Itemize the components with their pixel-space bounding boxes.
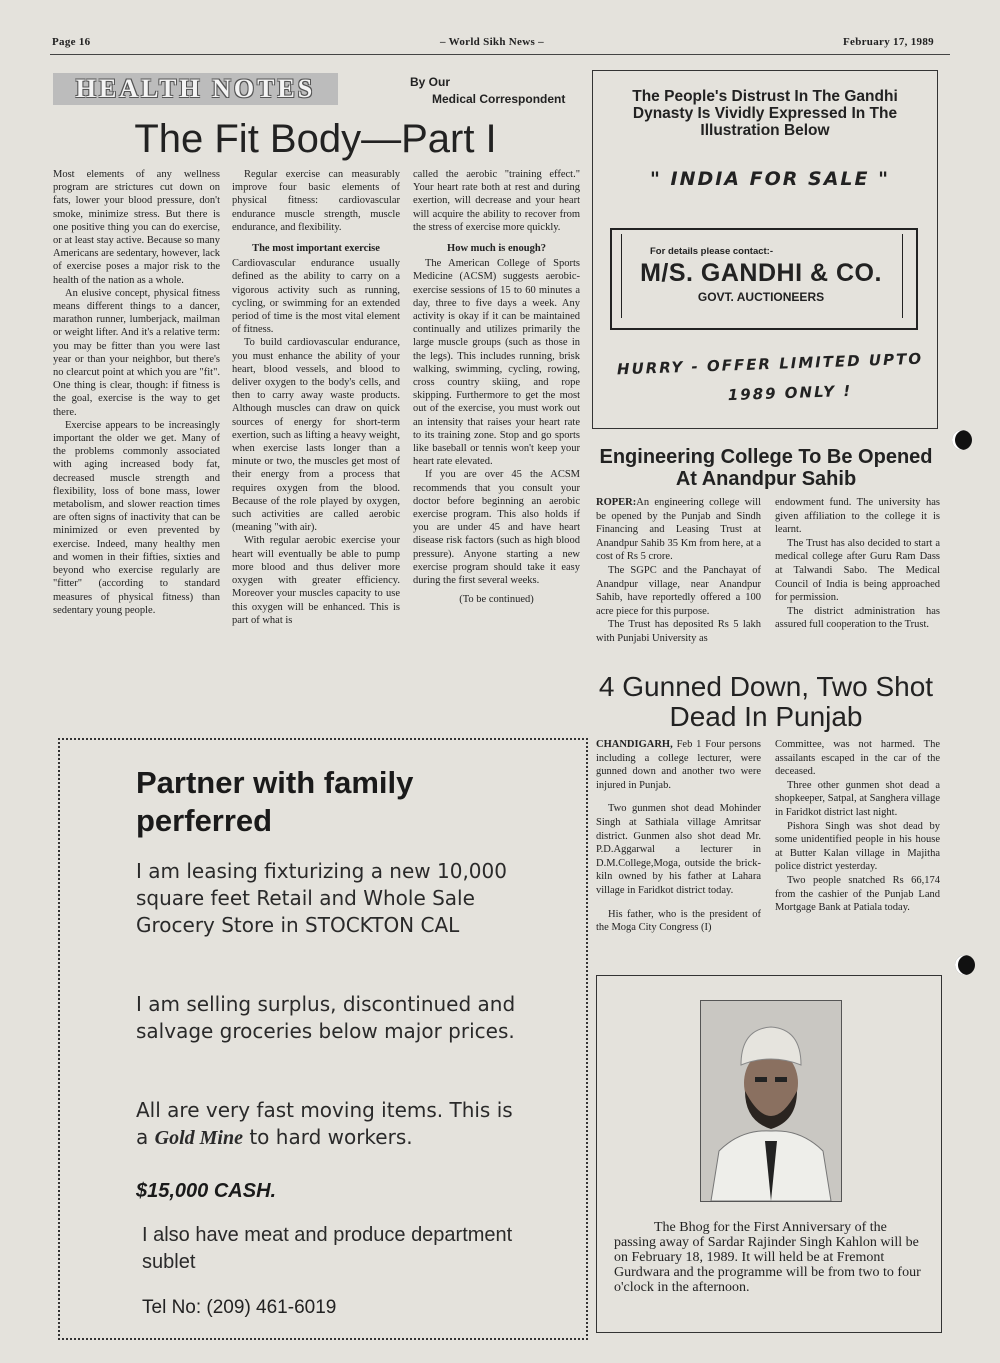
contact-label: For details please contact:-: [650, 246, 774, 257]
ad-paragraph-gold-mine: All are very fast moving items. This is a Gold Mine to hard workers.: [136, 1098, 513, 1149]
paragraph: The American College of Sports Medicine (ACSM) suggests aerobic-exercise sessions of 15 to 60 minutes a day, three to five days a week. Any activity is okay if it can be maintained continually and utilizes primarily the large muscle groups (such as those in the legs). This includes running, brisk walking, swimming, cycling, rowing, cross country skiing, and rope skipping. Furthermore to get the most out of the exercise, you must work out an intensity that raises your heart rate to its training zone. Stop and go sports like baseball or tennis won't keep your heart rate elevated.: [413, 258, 580, 468]
paragraph: The district administration has assured full cooperation to the Trust.: [775, 605, 940, 631]
health-column-3: [413, 168, 580, 607]
paragraph: Two people snatched Rs 66,174 from the cashier of the Punjab Land Mortgage Bank at Patiala today.: [775, 874, 940, 914]
dateline: ROPER:: [596, 497, 637, 508]
health-notes-banner: HEALTH NOTES: [53, 73, 338, 105]
paragraph: Three other gunmen shot dead a shopkeeper, Satpal, at Sanghera village in Faridkot district last night.: [775, 779, 940, 818]
ad-heading: [136, 764, 413, 840]
binder-hole-icon: [952, 430, 972, 450]
govt-auctioneers: GOVT. AUCTIONEERS: [697, 290, 825, 304]
ad-paragraph-sublet: I also have meat and produce department sublet: [142, 1224, 513, 1273]
portrait-photo: [700, 1000, 842, 1202]
ad-telephone: Tel No: (209) 461-6019: [142, 1297, 337, 1318]
paragraph: The SGPC and the Panchayat of Anandpur village, near Anandpur Sahib, have reportedly offered a 100 acre piece for this purpose.: [596, 564, 761, 617]
issue-date: February 17, 1989: [843, 36, 934, 48]
paragraph: endowment fund. The university has given affiliation to the college it is learnt.: [775, 497, 940, 536]
gunned-column-2: [775, 738, 940, 915]
paper-name: – World Sikh News –: [440, 36, 544, 48]
paragraph: Two gunmen shot dead Mohinder Singh at Sathiala village Amritsar district. Gunmen also shot dead Mr. P.D.Aggarwal a lecturer in D.M.College,Moga, outside the brick-kiln owned by his father at Lahara village in Faridkot district today.: [596, 803, 761, 896]
gold-mine-emphasis: Gold Mine: [154, 1127, 243, 1149]
paragraph: The Trust has deposited Rs 5 lakh with Punjabi University as: [596, 619, 761, 644]
paragraph: The Trust has also decided to start a medical college after Guru Ram Dass at Talwandi Sabo. The Medical Council of India is being approached for permission.: [775, 537, 940, 604]
to-be-continued: (To be continued): [459, 594, 534, 606]
paragraph: called the aerobic "training effect." Your heart rate both at rest and during exertion, will decrease and your heart will acquire the ability to recover from the stress of exercise more quickly.: [413, 169, 580, 233]
paragraph: His father, who is the president of the Moga City Congress (I): [596, 908, 761, 934]
paragraph: With regular aerobic exercise your heart will eventually be able to pump more blood and thus deliver more oxygen with greater efficiency. Moreover your muscles capacity to use this oxygen will be enhanced. This is part of what is: [232, 535, 400, 626]
ad-paragraph-selling: I am selling surplus, discontinued and salvage groceries below major prices.: [136, 992, 516, 1043]
hurry-offer-line: HURRY - OFFER LIMITED UPTO: [616, 349, 924, 379]
subheading: How much is enough?: [447, 243, 546, 255]
paragraph: Cardiovascular endurance usually defined as the ability to carry on a vigorous activity such as running, cycling, or swimming for an extended period of time is the most vital element of fitness.: [232, 258, 400, 336]
byline-correspondent: Medical Correspondent: [432, 92, 566, 106]
dateline: CHANDIGARH,: [596, 739, 673, 750]
engineering-column-2: [775, 496, 940, 632]
paragraph: Most elements of any wellness program are strictures cut down on fats, lower your blood pressure, don't smoke, minimize stress. But there is one positive thing you can do exercise, or at least stay active. Because so many Americans are sedentary, however, lack of exercise poses a major risk to the health of the nation as a whole.: [53, 169, 220, 286]
gandhi-box-title: The People's Distrust In The Gandhi Dynasty Is Vividly Expressed In The Illustration Below: [632, 88, 898, 139]
ad-cash-price: $15,000 CASH.: [136, 1180, 277, 1202]
gunned-down-headline: 4 Gunned Down, Two Shot Dead In Punjab: [598, 671, 934, 732]
paragraph: Pishora Singh was shot dead by some unidentified people in his house at Butter Kalan village in Majitha police district yesterday.: [775, 820, 940, 873]
byline-by-our: By Our: [410, 75, 451, 89]
subheading: The most important exercise: [252, 243, 380, 255]
page-number: Page 16: [52, 36, 91, 48]
portrait-illustration: [701, 1001, 841, 1201]
gandhi-company-name: M/S. GANDHI & CO.: [640, 259, 882, 287]
paragraph: Exercise appears to be increasingly important the older we get. Many of the problems commonly associated with aging increased body fat, decreased muscle strength and flexibility, loss of bone mass, lower metabolism, and slower reaction times are often signs of inactivity that can be minimized or even prevented by exercise. Indeed, many healthy men and women in their fifties, sixties and beyond who exercise regularly are "fitter" (according to standard measures of physical fitness) than sedentary young people.: [53, 419, 220, 616]
paragraph: Feb 1 Four persons including a college lecturer, were gunned down and another two were injured in Punjab.: [596, 739, 761, 791]
bhog-announcement: The Bhog for the First Anniversary of the passing away of Sardar Rajinder Singh Kahlon will be on February 18, 1989. It will held be at Fremont Gurdwara and the programme will be from two to four o'clock in the afternoon.: [614, 1220, 921, 1295]
ad-paragraph-store: I am leasing fixturizing a new 10,000 square feet Retail and Whole Sale Grocery Store in STOCKTON CAL: [136, 859, 507, 937]
paragraph: Committee, was not harmed. The assailants escaped in the car of the deceased.: [775, 739, 940, 778]
paragraph: Regular exercise can measurably improve four basic elements of physical fitness: cardiovascular endurance muscle strength, muscle endurance, and flexibility.: [232, 169, 400, 233]
masthead-rule: [50, 54, 950, 55]
gunned-column-1: [596, 738, 761, 935]
health-column-1: [53, 168, 220, 617]
paragraph: If you are over 45 the ACSM recommends that you consult your doctor before beginning an aerobic exercise program. This also holds if you are under 45 and have heart disease risk factors (such as high blood pressure). Anyone starting a new exercise program should take it easy during the first several weeks.: [413, 469, 580, 587]
engineering-college-headline: Engineering College To Be Opened At Anandpur Sahib: [599, 446, 933, 490]
ad-heading-line-2: perferred: [136, 803, 273, 838]
engineering-column-1: [596, 496, 761, 646]
health-column-2: [232, 168, 400, 627]
binder-hole-icon: [955, 955, 975, 975]
ad-heading-line-1: Partner with family: [136, 765, 414, 800]
india-for-sale-text: " INDIA FOR SALE ": [649, 168, 890, 190]
paragraph: An elusive concept, physical fitness means different things to a dancer, marathon runner, lumberjack, mailman or weight lifter. And it's a relative term: you may be fitter than you were last year or than your neighbor, but there's no clearcut point at which you are "fit". One thing is clear, though: if fitness is the goal, exercise is the way to get there.: [53, 287, 220, 418]
article-headline-fit-body: The Fit Body—Part I: [134, 117, 497, 161]
paragraph: To build cardiovascular endurance, you must enhance the ability of your heart, blood vessels, and blood to deliver oxygen to the body's cells, and then to carry away waste products. Although muscles can draw on quick sources of energy for short-term exertion, such as lifting a heavy weight, when exercise lasts longer than a minute or two, the muscles get most of their energy from a process that requires oxygen from the blood. Because of the role played by oxygen, such activities are called aerobic (meaning "with air).: [232, 337, 400, 534]
paragraph: An engineering college will be opened by the Punjab and Sindh Financing and Leasing Trust at Anandpur Sahib 35 Km from here, at a cost of Rs 5 crore.: [596, 497, 761, 563]
hurry-offer-year: 1989 ONLY !: [727, 381, 853, 405]
